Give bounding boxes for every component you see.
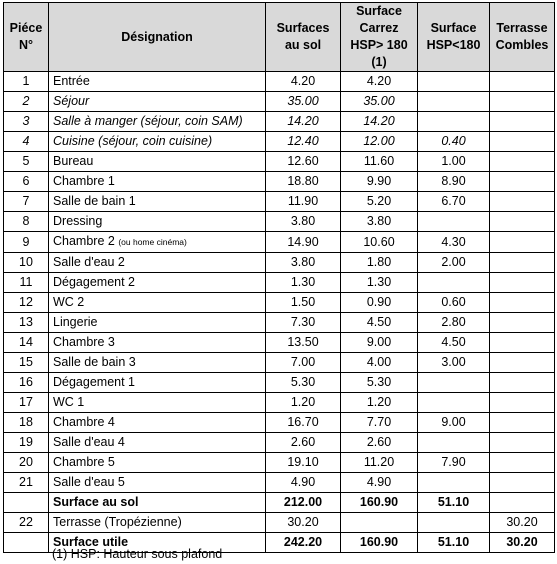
cell-sol: 1.20 — [266, 393, 341, 413]
cell-terrasse — [490, 192, 555, 212]
total-number — [4, 533, 49, 553]
cell-terrasse — [490, 333, 555, 353]
cell-carrez: 1.80 — [341, 253, 418, 273]
table-row — [4, 232, 555, 253]
cell-hsp — [418, 212, 490, 232]
cell-hsp: 3.00 — [418, 353, 490, 373]
cell-hsp — [418, 513, 490, 533]
cell-sol: 12.60 — [266, 152, 341, 172]
designation-text: Salle d'eau 2 — [53, 255, 125, 269]
cell-carrez: 35.00 — [341, 92, 418, 112]
row-designation — [49, 232, 266, 253]
row-number: 6 — [4, 172, 49, 192]
cell-hsp: 8.90 — [418, 172, 490, 192]
cell-carrez: 2.60 — [341, 433, 418, 453]
designation-text: Dégagement 2 — [53, 275, 136, 289]
cell-sol: 1.30 — [266, 273, 341, 293]
table-row — [4, 72, 555, 92]
row-designation — [49, 433, 266, 453]
header-surface-carrez: Surface Carrez HSP> 180 (1) — [341, 3, 418, 72]
designation-text: WC 2 — [53, 295, 85, 309]
row-number: 15 — [4, 353, 49, 373]
row-number: 3 — [4, 112, 49, 132]
header-designation: Désignation — [49, 3, 266, 72]
cell-sol: 16.70 — [266, 413, 341, 433]
cell-hsp — [418, 273, 490, 293]
total-carrez: 160.90 — [341, 533, 418, 553]
cell-sol: 4.90 — [266, 473, 341, 493]
cell-sol: 13.50 — [266, 333, 341, 353]
cell-hsp: 2.00 — [418, 253, 490, 273]
cell-hsp: 6.70 — [418, 192, 490, 212]
table-row — [4, 353, 555, 373]
table-row — [4, 453, 555, 473]
table-row — [4, 433, 555, 453]
row-designation — [49, 212, 266, 232]
row-designation — [49, 132, 266, 152]
row-number: 10 — [4, 253, 49, 273]
table-row — [4, 413, 555, 433]
cell-carrez: 12.00 — [341, 132, 418, 152]
designation-text: Chambre 1 — [53, 174, 115, 188]
row-number: 17 — [4, 393, 49, 413]
header-row — [4, 3, 555, 72]
cell-sol: 18.80 — [266, 172, 341, 192]
row-designation — [49, 333, 266, 353]
row-designation — [49, 253, 266, 273]
cell-sol: 14.90 — [266, 232, 341, 253]
cell-hsp: 0.60 — [418, 293, 490, 313]
cell-carrez: 11.60 — [341, 152, 418, 172]
total-hsp: 51.10 — [418, 533, 490, 553]
cell-terrasse — [490, 473, 555, 493]
table-row — [4, 513, 555, 533]
table-row — [4, 112, 555, 132]
cell-sol: 19.10 — [266, 453, 341, 473]
designation-text: Lingerie — [53, 315, 98, 329]
designation-text: Salle d'eau 5 — [53, 475, 125, 489]
cell-carrez: 9.90 — [341, 172, 418, 192]
cell-carrez: 4.90 — [341, 473, 418, 493]
row-number: 2 — [4, 92, 49, 112]
header-surface-hsp: Surface HSP<180 — [418, 3, 490, 72]
cell-terrasse — [490, 72, 555, 92]
header-terrasse-combles: Terrasse Combles — [490, 3, 555, 72]
cell-carrez: 5.20 — [341, 192, 418, 212]
designation-text: Dégagement 1 — [53, 375, 136, 389]
table-row — [4, 192, 555, 212]
cell-carrez: 0.90 — [341, 293, 418, 313]
cell-terrasse — [490, 212, 555, 232]
cell-terrasse — [490, 313, 555, 333]
cell-hsp — [418, 473, 490, 493]
row-designation — [49, 152, 266, 172]
subtotal-terrasse — [490, 493, 555, 513]
cell-hsp: 2.80 — [418, 313, 490, 333]
subtotal-carrez: 160.90 — [341, 493, 418, 513]
table-row — [4, 92, 555, 112]
footnote: (1) HSP: Hauteur sous plafond — [52, 547, 223, 561]
row-number: 22 — [4, 513, 49, 533]
cell-carrez: 14.20 — [341, 112, 418, 132]
table-row — [4, 293, 555, 313]
table-body — [4, 72, 555, 553]
row-designation — [49, 413, 266, 433]
table-row — [4, 273, 555, 293]
row-designation — [49, 453, 266, 473]
cell-terrasse — [490, 453, 555, 473]
row-number: 7 — [4, 192, 49, 212]
cell-carrez: 4.50 — [341, 313, 418, 333]
row-number: 21 — [4, 473, 49, 493]
cell-terrasse — [490, 293, 555, 313]
row-designation — [49, 373, 266, 393]
table-row — [4, 313, 555, 333]
designation-text: Salle de bain 3 — [53, 355, 136, 369]
header-piece-no: Piéce N° — [4, 3, 49, 72]
subtotal-sol: 212.00 — [266, 493, 341, 513]
designation-text: Salle à manger (séjour, coin SAM) — [53, 114, 243, 128]
row-designation — [49, 172, 266, 192]
cell-terrasse — [490, 353, 555, 373]
cell-hsp — [418, 393, 490, 413]
cell-sol: 30.20 — [266, 513, 341, 533]
row-number: 5 — [4, 152, 49, 172]
subtotal-hsp: 51.10 — [418, 493, 490, 513]
row-number: 20 — [4, 453, 49, 473]
cell-hsp: 7.90 — [418, 453, 490, 473]
row-designation — [49, 473, 266, 493]
table-row — [4, 152, 555, 172]
designation-text: Chambre 2 — [53, 234, 115, 248]
table-row — [4, 132, 555, 152]
header-surfaces-sol: Surfaces au sol — [266, 3, 341, 72]
cell-carrez — [341, 513, 418, 533]
designation-text: Séjour — [53, 94, 90, 108]
row-number: 14 — [4, 333, 49, 353]
row-number: 8 — [4, 212, 49, 232]
row-designation — [49, 92, 266, 112]
cell-sol: 4.20 — [266, 72, 341, 92]
row-number: 19 — [4, 433, 49, 453]
cell-hsp: 0.40 — [418, 132, 490, 152]
cell-hsp: 9.00 — [418, 413, 490, 433]
designation-text: Entrée — [53, 74, 90, 88]
row-number: 1 — [4, 72, 49, 92]
cell-terrasse — [490, 112, 555, 132]
row-number: 18 — [4, 413, 49, 433]
cell-carrez: 11.20 — [341, 453, 418, 473]
cell-terrasse — [490, 413, 555, 433]
table-row — [4, 373, 555, 393]
row-number: 13 — [4, 313, 49, 333]
cell-carrez: 9.00 — [341, 333, 418, 353]
designation-text: WC 1 — [53, 395, 85, 409]
cell-sol: 12.40 — [266, 132, 341, 152]
total-terrasse: 30.20 — [490, 533, 555, 553]
cell-hsp — [418, 433, 490, 453]
cell-hsp: 4.30 — [418, 232, 490, 253]
cell-terrasse — [490, 172, 555, 192]
designation-text: Chambre 4 — [53, 415, 115, 429]
table-row — [4, 393, 555, 413]
cell-carrez: 3.80 — [341, 212, 418, 232]
designation-text: Dressing — [53, 214, 103, 228]
cell-sol: 3.80 — [266, 212, 341, 232]
designation-text: Bureau — [53, 154, 94, 168]
cell-terrasse — [490, 433, 555, 453]
cell-hsp — [418, 72, 490, 92]
table-row — [4, 473, 555, 493]
surface-table — [3, 2, 555, 553]
cell-hsp — [418, 112, 490, 132]
cell-carrez: 10.60 — [341, 232, 418, 253]
row-designation — [49, 293, 266, 313]
cell-sol: 1.50 — [266, 293, 341, 313]
cell-carrez: 7.70 — [341, 413, 418, 433]
table-row — [4, 212, 555, 232]
row-designation — [49, 192, 266, 212]
table-row — [4, 172, 555, 192]
row-number: 11 — [4, 273, 49, 293]
cell-sol: 5.30 — [266, 373, 341, 393]
cell-terrasse — [490, 373, 555, 393]
cell-sol: 7.30 — [266, 313, 341, 333]
row-designation: Terrasse (Tropézienne) — [49, 513, 266, 533]
cell-terrasse — [490, 393, 555, 413]
table-row — [4, 253, 555, 273]
cell-terrasse — [490, 132, 555, 152]
cell-sol: 35.00 — [266, 92, 341, 112]
cell-terrasse — [490, 152, 555, 172]
cell-sol: 2.60 — [266, 433, 341, 453]
row-designation — [49, 273, 266, 293]
cell-hsp — [418, 373, 490, 393]
row-number: 4 — [4, 132, 49, 152]
designation-text: Salle de bain 1 — [53, 194, 136, 208]
cell-sol: 7.00 — [266, 353, 341, 373]
total-label: Surface utile — [49, 533, 266, 553]
row-designation — [49, 72, 266, 92]
row-designation — [49, 313, 266, 333]
cell-terrasse — [490, 232, 555, 253]
cell-hsp: 4.50 — [418, 333, 490, 353]
cell-terrasse: 30.20 — [490, 513, 555, 533]
cell-sol: 3.80 — [266, 253, 341, 273]
row-number: 16 — [4, 373, 49, 393]
designation-text: Chambre 5 — [53, 455, 115, 469]
designation-text: Chambre 3 — [53, 335, 115, 349]
cell-carrez: 4.20 — [341, 72, 418, 92]
cell-hsp: 1.00 — [418, 152, 490, 172]
designation-text: Cuisine (séjour, coin cuisine) — [53, 134, 213, 148]
table-header — [4, 3, 555, 72]
row-designation — [49, 353, 266, 373]
total-sol: 242.20 — [266, 533, 341, 553]
cell-sol: 11.90 — [266, 192, 341, 212]
cell-terrasse — [490, 253, 555, 273]
row-designation — [49, 393, 266, 413]
subtotal-number — [4, 493, 49, 513]
cell-carrez: 1.20 — [341, 393, 418, 413]
cell-carrez: 1.30 — [341, 273, 418, 293]
cell-terrasse — [490, 92, 555, 112]
subtotal-row — [4, 493, 555, 513]
designation-note: (ou home cinéma) — [118, 237, 187, 247]
cell-terrasse — [490, 273, 555, 293]
row-number: 9 — [4, 232, 49, 253]
designation-text: Salle d'eau 4 — [53, 435, 125, 449]
cell-carrez: 5.30 — [341, 373, 418, 393]
cell-sol: 14.20 — [266, 112, 341, 132]
row-designation — [49, 112, 266, 132]
cell-carrez: 4.00 — [341, 353, 418, 373]
cell-hsp — [418, 92, 490, 112]
table-row — [4, 333, 555, 353]
subtotal-label: Surface au sol — [49, 493, 266, 513]
row-number: 12 — [4, 293, 49, 313]
